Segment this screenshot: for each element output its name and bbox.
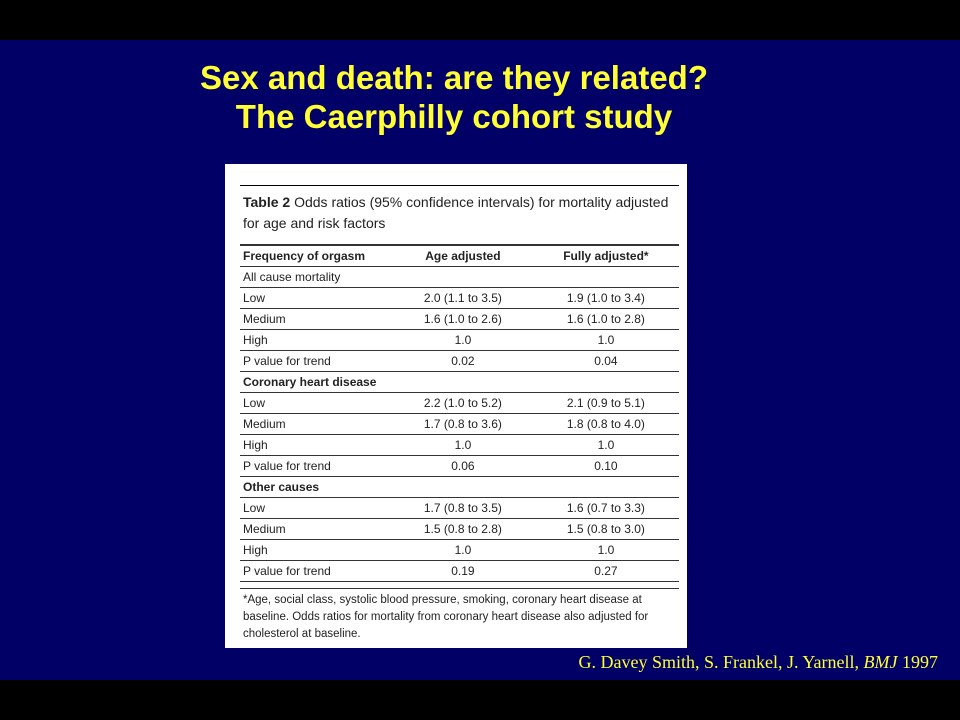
slide-title-line-1: Sex and death: are they related? (199, 59, 708, 96)
table-row (240, 561, 679, 582)
row-label: High (240, 330, 393, 351)
row-label: P value for trend (240, 351, 393, 372)
table-caption-text: Odds ratios (95% confidence intervals) for mortality adjusted for age and risk factors (243, 194, 669, 231)
header-age-adjusted: Age adjusted (393, 245, 530, 267)
fully-adjusted-cell: 1.5 (0.8 to 3.0) (530, 519, 679, 540)
table-row (240, 393, 679, 414)
section-row (240, 267, 679, 288)
table-row (240, 456, 679, 477)
top-rule (240, 185, 679, 186)
row-label: High (240, 435, 393, 456)
age-adjusted-cell: 0.19 (393, 561, 530, 582)
section-label: Coronary heart disease (240, 372, 679, 393)
fully-adjusted-cell: 0.04 (530, 351, 679, 372)
table-row (240, 288, 679, 309)
slide (0, 40, 960, 680)
citation-journal: BMJ (863, 652, 898, 672)
row-label: High (240, 540, 393, 561)
citation-year: 1997 (902, 652, 938, 672)
age-adjusted-cell: 1.5 (0.8 to 2.8) (393, 519, 530, 540)
age-adjusted-cell: 1.0 (393, 435, 530, 456)
citation (579, 652, 938, 673)
fully-adjusted-cell: 1.6 (0.7 to 3.3) (530, 498, 679, 519)
age-adjusted-cell: 2.0 (1.1 to 3.5) (393, 288, 530, 309)
table-row (240, 330, 679, 351)
row-label: P value for trend (240, 456, 393, 477)
section-row (240, 372, 679, 393)
table-row (240, 309, 679, 330)
row-label: Low (240, 393, 393, 414)
table-label: Table 2 (243, 194, 291, 210)
table-row (240, 351, 679, 372)
table-row (240, 540, 679, 561)
row-label: Low (240, 498, 393, 519)
table-header-row (240, 245, 679, 267)
section-label: Other causes (240, 477, 679, 498)
age-adjusted-cell: 1.6 (1.0 to 2.6) (393, 309, 530, 330)
citation-authors: G. Davey Smith, S. Frankel, J. Yarnell, (578, 652, 860, 672)
slide-title-line-2: The Caerphilly cohort study (235, 98, 673, 135)
row-label: Low (240, 288, 393, 309)
odds-ratio-table (240, 244, 679, 582)
table-caption (243, 192, 673, 234)
age-adjusted-cell: 0.06 (393, 456, 530, 477)
row-label: Medium (240, 519, 393, 540)
fully-adjusted-cell: 0.27 (530, 561, 679, 582)
table-body (240, 267, 679, 582)
age-adjusted-cell: 2.2 (1.0 to 5.2) (393, 393, 530, 414)
section-label: All cause mortality (240, 267, 679, 288)
table-image-card (225, 164, 687, 648)
table-row (240, 498, 679, 519)
fully-adjusted-cell: 0.10 (530, 456, 679, 477)
header-fully-adjusted: Fully adjusted* (530, 245, 679, 267)
fully-adjusted-cell: 1.8 (0.8 to 4.0) (530, 414, 679, 435)
row-label: Medium (240, 309, 393, 330)
section-row (240, 477, 679, 498)
age-adjusted-cell: 1.0 (393, 540, 530, 561)
table-row (240, 435, 679, 456)
age-adjusted-cell: 0.02 (393, 351, 530, 372)
bottom-rule (240, 588, 679, 589)
fully-adjusted-cell: 1.0 (530, 540, 679, 561)
age-adjusted-cell: 1.0 (393, 330, 530, 351)
fully-adjusted-cell: 1.9 (1.0 to 3.4) (530, 288, 679, 309)
fully-adjusted-cell: 1.6 (1.0 to 2.8) (530, 309, 679, 330)
row-label: P value for trend (240, 561, 393, 582)
header-frequency: Frequency of orgasm (240, 245, 393, 267)
table-row (240, 519, 679, 540)
fully-adjusted-cell: 2.1 (0.9 to 5.1) (530, 393, 679, 414)
table-row (240, 414, 679, 435)
fully-adjusted-cell: 1.0 (530, 330, 679, 351)
fully-adjusted-cell: 1.0 (530, 435, 679, 456)
table-footnote: *Age, social class, systolic blood pressure, smoking, coronary heart disease at baseline. Odds ratios for mortality from coronary heart disease also adjusted for cholesterol at baseline. (243, 594, 649, 640)
row-label: Medium (240, 414, 393, 435)
age-adjusted-cell: 1.7 (0.8 to 3.6) (393, 414, 530, 435)
age-adjusted-cell: 1.7 (0.8 to 3.5) (393, 498, 530, 519)
